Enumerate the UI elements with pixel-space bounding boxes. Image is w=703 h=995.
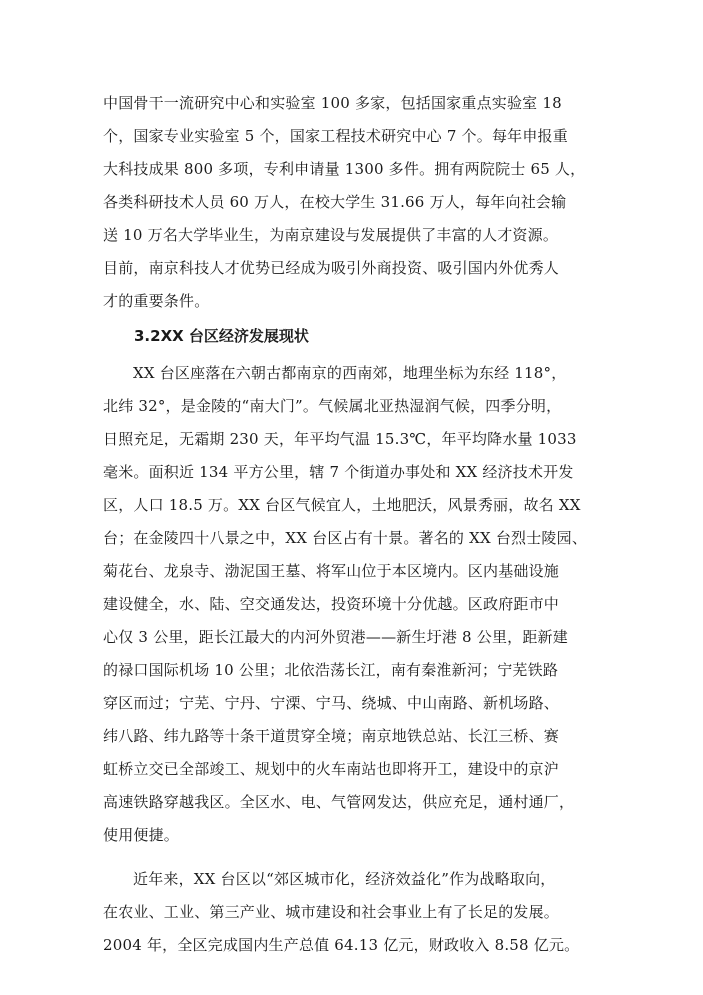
text-line: 心仅 3 公里，距长江最大的内河外贸港——新生圩港 8 公里，距新建 xyxy=(103,628,568,646)
text-line: 的禄口国际机场 10 公里；北依浩荡长江，南有秦淮新河；宁芜铁路 xyxy=(103,661,559,679)
text-line: 台；在金陵四十八景之中，XX 台区占有十景。著名的 XX 台烈士陵园、 xyxy=(103,529,588,547)
text-line: 使用便捷。 xyxy=(103,826,180,844)
text-line: 大科技成果 800 多项，专利申请量 1300 多件。拥有两院院士 65 人， xyxy=(103,160,586,178)
text-line: 才的重要条件。 xyxy=(103,292,210,310)
text-line: 个，国家专业实验室 5 个，国家工程技术研究中心 7 个。每年申报重 xyxy=(103,127,568,145)
text-line: 菊花台、龙泉寺、渤泥国王墓、将军山位于本区境内。区内基础设施 xyxy=(103,562,560,580)
text-line: 2004 年，全区完成国内生产总值 64.13 亿元，财政收入 8.58 亿元。 xyxy=(103,936,580,954)
text-line: 近年来，XX 台区以“郊区城市化，经济效益化”作为战略取向， xyxy=(133,870,556,888)
text-line: 建设健全，水、陆、空交通发达，投资环境十分优越。区政府距市中 xyxy=(103,595,560,613)
section-heading: 3.2XX 台区经济发展现状 xyxy=(134,327,309,345)
text-line: 目前，南京科技人才优势已经成为吸引外商投资、吸引国内外优秀人 xyxy=(103,259,560,277)
text-line: 各类科研技术人员 60 万人，在校大学生 31.66 万人，每年向社会输 xyxy=(103,193,567,211)
text-line: 虹桥立交已全部竣工、规划中的火车南站也即将开工，建设中的京沪 xyxy=(103,760,560,778)
text-line: 高速铁路穿越我区。全区水、电、气管网发达，供应充足，通村通厂， xyxy=(103,793,575,811)
text-line: 穿区而过；宁芜、宁丹、宁溧、宁马、绕城、中山南路、新机场路、 xyxy=(103,694,560,712)
text-line: 送 10 万名大学毕业生，为南京建设与发展提供了丰富的人才资源。 xyxy=(103,226,559,244)
text-line: 纬八路、纬九路等十条干道贯穿全境；南京地铁总站、长江三桥、赛 xyxy=(103,727,560,745)
text-line: 区，人口 18.5 万。XX 台区气候宜人，土地肥沃，风景秀丽，故名 XX xyxy=(103,496,581,514)
text-line: XX 台区座落在六朝古都南京的西南郊，地理坐标为东经 118°， xyxy=(133,364,567,382)
text-line: 毫米。面积近 134 平方公里，辖 7 个街道办事处和 XX 经济技术开发 xyxy=(103,463,574,481)
text-line: 在农业、工业、第三产业、城市建设和社会事业上有了长足的发展。 xyxy=(103,903,560,921)
text-line: 日照充足，无霜期 230 天，年平均气温 15.3℃，年平均降水量 1033 xyxy=(103,430,577,448)
text-line: 北纬 32°，是金陵的“南大门”。气候属北亚热湿润气候，四季分明， xyxy=(103,397,562,415)
text-line: 中国骨干一流研究中心和实验室 100 多家，包括国家重点实验室 18 xyxy=(103,94,562,112)
